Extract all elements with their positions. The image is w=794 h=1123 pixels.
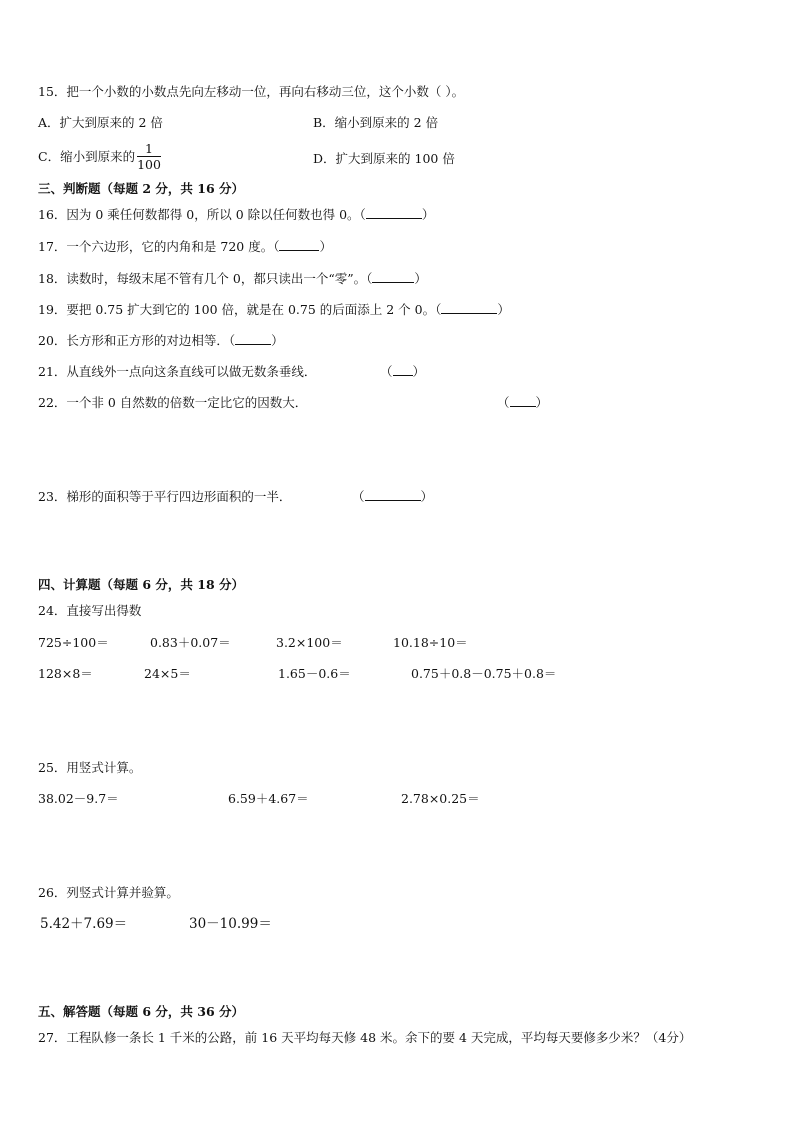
calc-item: 10.18÷10＝ [393, 635, 468, 650]
question-16-text: 16．因为 0 乘任何数都得 0，所以 0 除以任何数也得 0。（ [38, 207, 366, 222]
calc-item: 38.02－9.7＝ [38, 791, 119, 806]
calc-item: 0.75＋0.8－0.75＋0.8＝ [411, 666, 557, 681]
question-18-text: 18．读数时，每级末尾不管有几个 0，都只读出一个“零”。（ [38, 271, 373, 286]
question-27: 27．工程队修一条长 1 千米的公路，前 16 天平均每天修 48 米。余下的要 4 天完成，平均每天要修多少米？（4分） [38, 1030, 692, 1045]
fraction-denominator: 100 [137, 157, 161, 172]
question-22-answer [497, 395, 548, 411]
answer-blank[interactable] [372, 271, 414, 283]
calc-item: 3.2×100＝ [276, 635, 343, 650]
q15-option-c-text: C．缩小到原来的 [38, 149, 136, 164]
question-17-text: 17．一个六边形，它的内角和是 720 度。（ [38, 239, 280, 254]
calc-item: 725÷100＝ [38, 635, 109, 650]
section-5-title: 五、解答题（每题 6 分，共 36 分） [38, 1004, 245, 1019]
question-15: 15．把一个小数的小数点先向左移动一位，再向右移动三位，这个小数（ ）。 [38, 84, 465, 99]
question-17 [38, 239, 332, 255]
close-paren: ） [535, 395, 549, 410]
fraction-numerator: 1 [137, 142, 161, 157]
q15-option-a: A．扩大到原来的 2 倍 [38, 115, 163, 130]
question-23-answer [352, 489, 433, 505]
calc-item: 24×5＝ [144, 666, 191, 681]
q15-option-d: D．扩大到原来的 100 倍 [313, 151, 455, 166]
answer-blank[interactable] [441, 302, 497, 314]
open-paren: （ [352, 489, 365, 504]
close-paren: ） [414, 271, 427, 286]
q15-option-b: B．缩小到原来的 2 倍 [313, 115, 439, 130]
answer-blank[interactable] [365, 489, 421, 501]
close-paren: ） [421, 207, 435, 222]
section-4-title: 四、计算题（每题 6 分，共 18 分） [38, 577, 245, 592]
question-25-title: 25．用竖式计算。 [38, 760, 142, 775]
answer-blank[interactable] [510, 395, 536, 407]
question-26-title: 26．列竖式计算并验算。 [38, 885, 179, 900]
question-20 [38, 333, 284, 349]
question-20-text: 20．长方形和正方形的对边相等．（ [38, 333, 236, 348]
answer-blank[interactable] [235, 333, 271, 345]
calc-item: 30－10.99＝ [189, 916, 272, 932]
close-paren: ） [271, 333, 284, 348]
question-18 [38, 271, 427, 287]
calc-item: 2.78×0.25＝ [401, 791, 480, 806]
close-paren: ） [412, 364, 426, 379]
calc-item: 1.65－0.6＝ [278, 666, 351, 681]
answer-blank[interactable] [279, 239, 319, 251]
open-paren: （ [380, 364, 393, 379]
answer-blank[interactable] [393, 364, 413, 376]
calc-item: 0.83＋0.07＝ [150, 635, 231, 650]
question-16 [38, 207, 434, 223]
calc-item: 5.42＋7.69＝ [40, 916, 128, 932]
question-19 [38, 302, 510, 318]
question-22: 22．一个非 0 自然数的倍数一定比它的因数大． [38, 395, 308, 410]
section-3-title: 三、判断题（每题 2 分，共 16 分） [38, 181, 245, 196]
calc-item: 6.59＋4.67＝ [228, 791, 309, 806]
close-paren: ） [420, 489, 434, 504]
calc-item: 128×8＝ [38, 666, 93, 681]
close-paren: ） [319, 239, 332, 254]
fraction-one-hundredth [137, 142, 161, 172]
question-24-title: 24．直接写出得数 [38, 603, 142, 618]
answer-blank[interactable] [366, 207, 422, 219]
q15-option-c [38, 142, 161, 172]
question-19-text: 19．要把 0.75 扩大到它的 100 倍，就是在 0.75 的后面添上 2 个 0。（ [38, 302, 442, 317]
question-21-answer [380, 364, 425, 380]
close-paren: ） [497, 302, 510, 317]
question-23: 23．梯形的面积等于平行四边形面积的一半． [38, 489, 292, 504]
question-21: 21．从直线外一点向这条直线可以做无数条垂线． [38, 364, 317, 379]
open-paren: （ [497, 395, 510, 410]
